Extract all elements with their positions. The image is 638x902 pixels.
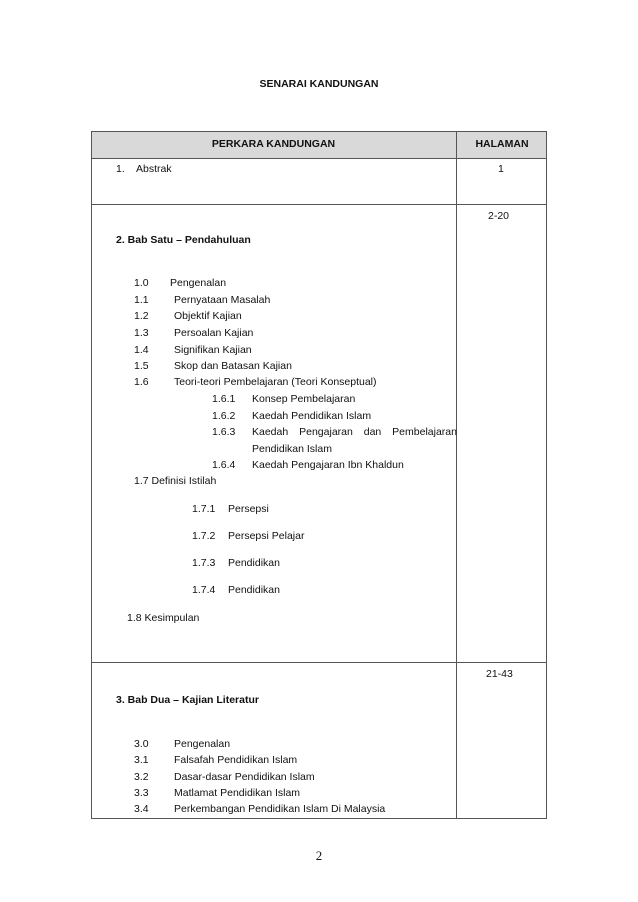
header-divider (91, 158, 547, 159)
item-title: Perkembangan Pendidikan Islam Di Malaysia (174, 803, 386, 815)
item-title: Falsafah Pendidikan Islam (174, 754, 298, 766)
subitem-number: 1.6.2 (212, 410, 236, 422)
header-content: PERKARA KANDUNGAN (211, 138, 336, 150)
row-divider (91, 662, 547, 663)
subitem-title: Kaedah Pengajaran dan Pembelajaran (252, 426, 457, 438)
item-number: 3.0 (134, 738, 149, 750)
item-title: Pengenalan (174, 738, 231, 750)
subitem-title-continued: Pendidikan Islam (252, 443, 332, 455)
item-number: 1.0 (134, 277, 149, 289)
item-title: Skop dan Batasan Kajian (174, 360, 292, 372)
item-title: Signifikan Kajian (174, 344, 252, 356)
item-number: 1.6 (134, 376, 149, 388)
document-title: SENARAI KANDUNGAN (259, 78, 379, 90)
row-number: 1. (116, 163, 125, 175)
chapter-heading: 2. Bab Satu – Pendahuluan (116, 234, 251, 246)
row-page: 2-20 (488, 210, 510, 222)
item-title: Dasar-dasar Pendidikan Islam (174, 771, 315, 783)
item-number: 1.1 (134, 294, 149, 306)
subitem-title: Persepsi Pelajar (228, 530, 305, 542)
item-number: 3.3 (134, 787, 149, 799)
subitem-number: 1.7.2 (192, 530, 216, 542)
subitem-title: Pendidikan (228, 584, 280, 596)
subitem-number: 1.6.3 (212, 426, 236, 438)
section-heading: 1.7 Definisi Istilah (134, 475, 217, 487)
row-label: Abstrak (136, 163, 172, 175)
item-title: Matlamat Pendidikan Islam (174, 787, 301, 799)
header-page: HALAMAN (475, 138, 529, 150)
chapter-heading: 3. Bab Dua – Kajian Literatur (116, 694, 259, 706)
section-heading: 1.8 Kesimpulan (127, 612, 200, 624)
row-page: 21-43 (486, 668, 513, 680)
subitem-number: 1.6.4 (212, 459, 236, 471)
subitem-number: 1.7.3 (192, 557, 216, 569)
item-number: 1.3 (134, 327, 149, 339)
subitem-title: Kaedah Pengajaran Ibn Khaldun (252, 459, 404, 471)
row-page: 1 (498, 163, 504, 175)
subitem-title: Persepsi (228, 503, 269, 515)
item-title: Objektif Kajian (174, 310, 242, 322)
item-number: 1.4 (134, 344, 149, 356)
item-number: 1.5 (134, 360, 149, 372)
item-title: Pengenalan (170, 277, 227, 289)
column-divider (456, 131, 457, 819)
subitem-number: 1.7.4 (192, 584, 216, 596)
item-title: Teori-teori Pembelajaran (Teori Konseptual) (174, 376, 377, 388)
subitem-title: Pendidikan (228, 557, 280, 569)
subitem-number: 1.7.1 (192, 503, 216, 515)
item-title: Pernyataan Masalah (174, 294, 271, 306)
item-number: 3.1 (134, 754, 149, 766)
row-divider (91, 204, 547, 205)
item-number: 3.4 (134, 803, 149, 815)
item-number: 1.2 (134, 310, 149, 322)
item-number: 3.2 (134, 771, 149, 783)
page-number: 2 (315, 848, 323, 863)
item-title: Persoalan Kajian (174, 327, 254, 339)
subitem-number: 1.6.1 (212, 393, 236, 405)
subitem-title: Kaedah Pendidikan Islam (252, 410, 372, 422)
subitem-title: Konsep Pembelajaran (252, 393, 356, 405)
